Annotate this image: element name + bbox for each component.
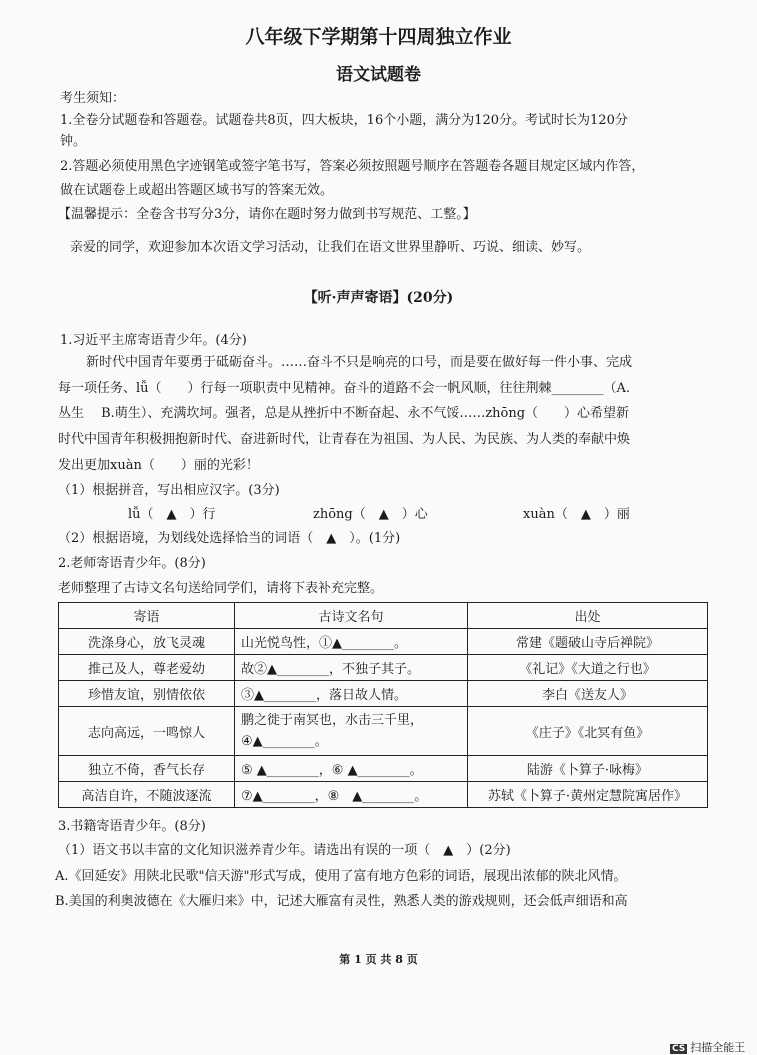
page-title: 八年级下学期第十四周独立作业	[245, 26, 512, 48]
table-cell: 《礼记》《大道之行也》	[468, 655, 708, 681]
table-cell: 珍惜友谊，别情依依	[59, 681, 235, 707]
q3-option-a: A.《回延安》用陕北民歌"信天游"形式写成，使用了富有地方色彩的词语，展现出浓郁的陕北风情。	[55, 869, 627, 884]
page-subtitle: 语文试题卷	[336, 65, 421, 85]
table-row	[59, 782, 708, 808]
notice-line: 1.全卷分试题卷和答题卷。试题卷共8页，四大板块，16个小题，满分为120分。考试时长为120分	[60, 113, 628, 128]
q1-passage-line: 时代中国青年积极拥抱新时代、奋进新时代，让青春在为祖国、为人民、为民族、为人类的奉献中焕	[58, 432, 631, 447]
table-cell: 志向高远，一鸣惊人	[59, 707, 235, 756]
table-cell: ⑤ ▲________，⑥ ▲________。	[235, 756, 468, 782]
table-cell: ⑦▲________，⑧ ▲________。	[235, 782, 468, 808]
q2-intro: 老师整理了古诗文名句送给同学们，请将下表补充完整。	[58, 581, 384, 596]
q3-title: 3.书籍寄语青少年。(8分)	[58, 819, 206, 834]
table-cell: 李白《送友人》	[468, 681, 708, 707]
page-number: 第 1 页 共 8 页	[339, 953, 418, 966]
table-cell: 苏轼《卜算子·黄州定慧院寓居作》	[468, 782, 708, 808]
table-cell: 洗涤身心，放飞灵魂	[59, 629, 235, 655]
scanner-logo-icon: CS	[672, 1044, 686, 1054]
scanner-label: 扫描全能王	[690, 1041, 746, 1054]
q1-blank-zhong: zhōng（ ▲ ）心	[313, 507, 428, 522]
table-cell: 山光悦鸟性，①▲________。	[235, 629, 468, 655]
table-row	[59, 707, 708, 756]
q1-blank-xuan: xuàn（ ▲ ）丽	[523, 507, 630, 522]
table-header: 古诗文名句	[235, 603, 468, 629]
q1-passage-line: 丛生 B.萌生）、充满坎坷。强者，总是从挫折中不断奋起、永不气馁……zhōng（ ）心希望新	[58, 406, 630, 421]
notice-tip: 【温馨提示：全卷含书写分3分，请你在题时努力做到书写规范、工整。】	[58, 207, 476, 222]
q1-blank-lv: lǚ（ ▲ ）行	[128, 507, 216, 522]
q3-option-b: B.美国的利奥波德在《大雁归来》中，记述大雁富有灵性，熟悉人类的游戏规则，还会低声细语和高	[55, 894, 628, 909]
q2-title: 2.老师寄语青少年。(8分)	[58, 556, 206, 571]
q1-sub2: （2）根据语境，为划线处选择恰当的词语（ ▲ ）。(1分)	[58, 531, 401, 546]
table-cell-line: 鹏之徙于南冥也，水击三千里，	[241, 713, 424, 728]
notice-heading: 考生须知：	[60, 91, 126, 106]
greeting: 亲爱的同学，欢迎参加本次语文学习活动，让我们在语文世界里静听、巧说、细读、妙写。	[70, 240, 591, 255]
table-cell: ③▲________，落日故人情。	[235, 681, 468, 707]
table-row	[59, 655, 708, 681]
table-cell: 高洁自许，不随波逐流	[59, 782, 235, 808]
q1-sub1: （1）根据拼音，写出相应汉字。(3分)	[58, 483, 280, 498]
q1-passage-line: 发出更加xuàn（ ）丽的光彩！	[58, 458, 259, 473]
table-row	[59, 629, 708, 655]
table-cell: 《庄子》《北冥有鱼》	[468, 707, 708, 756]
q1-passage-line: 每一项任务、lǚ（ ）行每一项职责中见精神。奋斗的道路不会一帆风顺，往往荆棘________（A.	[58, 381, 631, 396]
q1-passage-line: 新时代中国青年要勇于砥砺奋斗。……奋斗不只是响亮的口号，而是要在做好每一件小事、完成	[86, 355, 633, 370]
section-title: 【听·声声寄语】(20分)	[303, 290, 454, 306]
table-cell: 独立不倚，香气长存	[59, 756, 235, 782]
poem-table	[58, 602, 708, 808]
table-row	[59, 681, 708, 707]
table-header: 寄语	[59, 603, 235, 629]
table-cell: 推己及人，尊老爱幼	[59, 655, 235, 681]
notice-line: 做在试题卷上或超出答题区域书写的答案无效。	[60, 183, 334, 198]
table-cell	[235, 707, 468, 756]
table-cell: 陆游《卜算子·咏梅》	[468, 756, 708, 782]
table-header: 出处	[468, 603, 708, 629]
q3-sub1: （1）语文书以丰富的文化知识滋养青少年。请选出有误的一项（ ▲ ）(2分)	[58, 843, 511, 858]
table-cell: 常建《题破山寺后禅院》	[468, 629, 708, 655]
table-cell-line: ④▲________。	[241, 734, 328, 749]
notice-line: 2.答题必须使用黑色字迹钢笔或签字笔书写，答案必须按照题号顺序在答题卷各题目规定区域内作答，	[60, 159, 645, 174]
q1-title: 1.习近平主席寄语青少年。(4分)	[60, 333, 247, 348]
table-cell: 故②▲________，不独子其子。	[235, 655, 468, 681]
scanner-watermark	[670, 1039, 745, 1055]
notice-line: 钟。	[60, 134, 87, 149]
table-header-row	[59, 603, 708, 629]
table-row	[59, 756, 708, 782]
